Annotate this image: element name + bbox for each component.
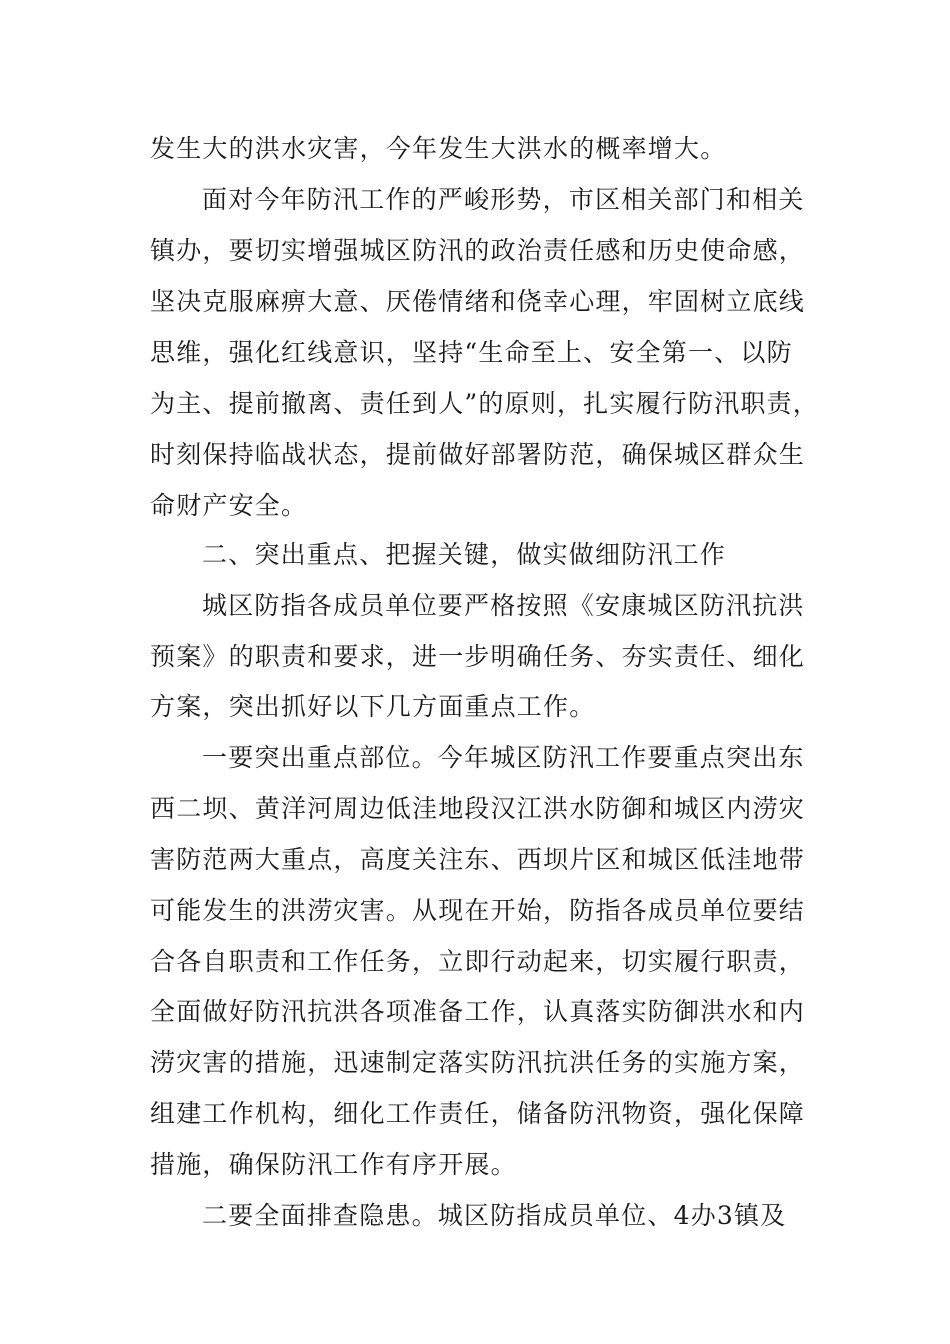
text-line-15: 害防范两大重点，高度关注东、西坝片区和城区低洼地带 [150, 845, 806, 874]
text-line-18: 全面做好防汛抗洪各项准备工作，认真落实防御洪水和内 [150, 997, 806, 1026]
paragraph-start-line-2: 面对今年防汛工作的严峻形势，市区相关部门和相关 [202, 185, 805, 214]
text-line-20: 组建工作机构，细化工作责任，储备防汛物资，强化保障 [150, 1099, 806, 1128]
text-line-3: 镇办，要切实增强城区防汛的政治责任感和历史使命感， [150, 236, 806, 265]
text-line-1: 发生大的洪水灾害，今年发生大洪水的概率增大。 [150, 134, 727, 163]
text-line-11: 预案》的职责和要求，进一步明确任务、夯实责任、细化 [150, 642, 806, 671]
text-line-5: 思维，强化红线意识，坚持“生命至上、安全第一、以防 [150, 338, 793, 367]
text-line-17: 合各自职责和工作任务，立即行动起来，切实履行职责， [150, 947, 806, 976]
paragraph-start-line-22: 二要全面排查隐患。城区防指成员单位、4办3镇及 [202, 1201, 787, 1230]
text-line-4: 坚决克服麻痹大意、厌倦情绪和侥幸心理，牢固树立底线 [150, 287, 806, 316]
text-line-19: 涝灾害的措施，迅速制定落实防汛抗洪任务的实施方案， [150, 1048, 806, 1077]
text-line-16: 可能发生的洪涝灾害。从现在开始，防指各成员单位要结 [150, 896, 806, 925]
text-line-8: 命财产安全。 [150, 491, 308, 520]
paragraph-start-line-10: 城区防指各成员单位要严格按照《安康城区防汛抗洪 [202, 591, 805, 620]
text-line-7: 时刻保持临战状态，提前做好部署防范，确保城区群众生 [150, 440, 806, 469]
text-line-14: 西二坝、黄洋河周边低洼地段汉江洪水防御和城区内涝灾 [150, 794, 806, 823]
section-heading: 二、突出重点、把握关键，做实做细防汛工作 [202, 540, 727, 569]
paragraph-start-line-13: 一要突出重点部位。今年城区防汛工作要重点突出东 [202, 743, 805, 772]
text-line-21: 措施，确保防汛工作有序开展。 [150, 1150, 517, 1179]
text-line-12: 方案，突出抓好以下几方面重点工作。 [150, 692, 596, 721]
text-line-6: 为主、提前撤离、责任到人”的原则，扎实履行防汛职责， [150, 389, 819, 418]
